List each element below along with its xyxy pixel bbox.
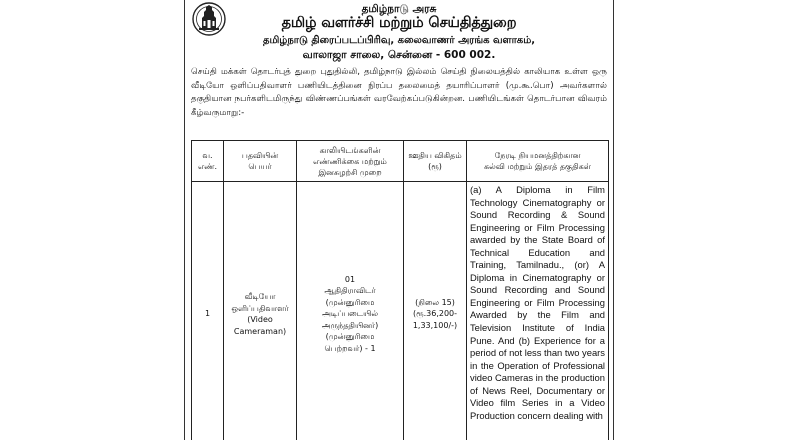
header-qualification: நேரடி நியமனத்திற்கான கல்வி மற்றும் இதரத் தகுதிகள் — [467, 141, 609, 182]
intro-paragraph: செய்தி மக்கள் தொடர்புத் துறை புதுதில்லி, தமிழ்நாடு இல்லம் செய்தி நிலையத்தில் காலியாக உள்ள ஒரு வீடியோ ஒளிப்பதிவாளர் பணியிடத்தினை நிரப்ப தலைமைத் தயாரிப்பாளர் (மு.கூ.பொ) அவர்களால் தகுதியான நபர்களிடமிருந்து விண்ணப்பங்கள் வரவேற்கப்படுகின்றன. பணியிடங்கள் தொடர்பான விவரம் கீழ்வருமாறு:- — [191, 67, 607, 118]
header-address: வாலாஜா சாலை, சென்னை - 600 002. — [302, 49, 496, 61]
cell-sno: 1 — [192, 182, 224, 440]
cell-pay-scale: (நிலை 15) (ரூ.36,200- 1,33,100/-) — [404, 182, 467, 440]
header-post-name: பதவியின் பெயர் — [224, 141, 297, 182]
header-vacancy: காலியிடங்களின் எண்ணிக்கை மற்றும் இனசுழற்சி முறை — [297, 141, 404, 182]
header-division: தமிழ்நாடு திரைப்படப்பிரிவு, கலைவாணர் அரங்க வளாகம், — [262, 35, 536, 46]
table-row — [192, 182, 609, 440]
cell-post-name: வீடியோ ஒளிப்பதிவாளர் (Video Cameraman) — [224, 182, 297, 440]
table-header-row — [192, 141, 609, 182]
header-department: தமிழ் வளர்ச்சி மற்றும் செய்தித்துறை — [281, 15, 517, 31]
header-pay-scale: ஊதிய விகிதம் (ரூ) — [404, 141, 467, 182]
header-sno: வ. எண். — [192, 141, 224, 182]
notification-page — [184, 0, 614, 440]
vacancy-table — [191, 140, 609, 440]
cell-qualification: (a) A Diploma in Film Technology Cinematography or Sound Recording & Sound Engineering or Film Processing awarded by the State Board of Technical Education and Training, Tamilnadu., (or) A Diploma in Cinematography or Sound Recording and Sound Engineering or Film Processing Awarded by the Film and Television Institute of India Pune. And (b) Experience for a period of not less than two years in the Operation of Professional video Cameras in the production of News Reel, Documentary or Video film Series in a Video Production concern dealing with — [467, 182, 609, 440]
header-government: தமிழ்நாடு அரசு — [361, 3, 437, 15]
cell-vacancy: 01 ஆதிதிராவிடர் (முன்னுரிமை அடிப்படையில் அருந்ததியினர்) (முன்னுரிமை பெற்றவர்) - 1 — [297, 182, 404, 440]
